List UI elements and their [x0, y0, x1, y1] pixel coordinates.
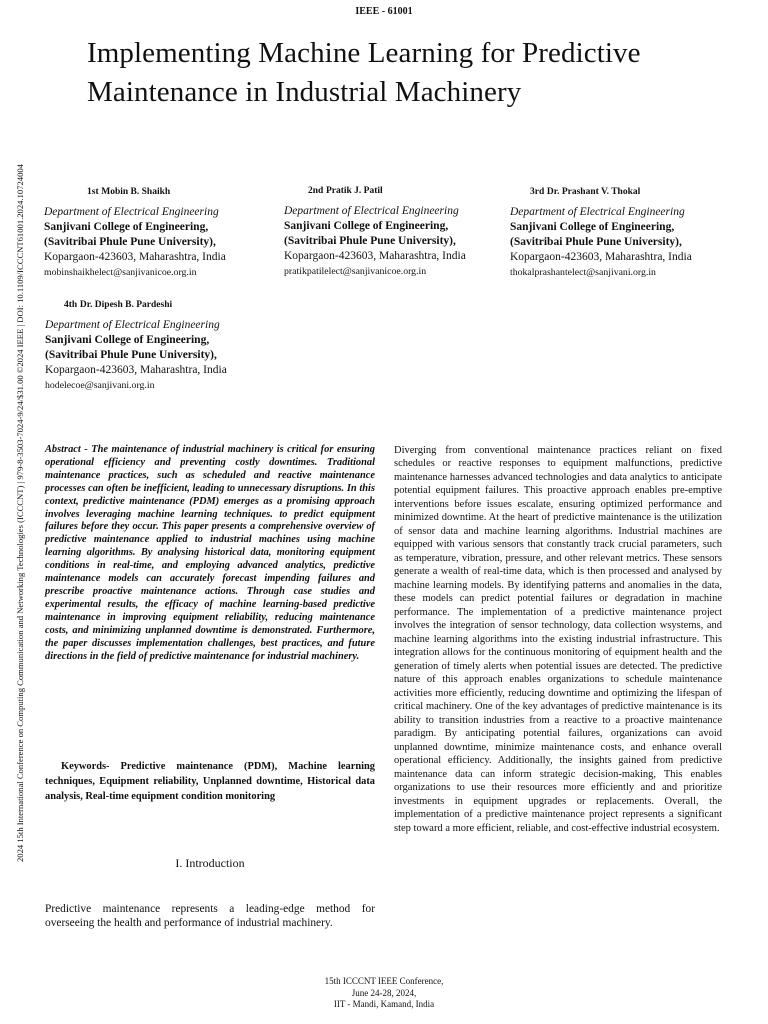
author-order: 2nd [308, 186, 324, 196]
author-dept: Department of Electrical Engineering [45, 319, 220, 331]
author-college: Sanjivani College of Engineering, [510, 221, 675, 233]
author-name: Pratik J. Patil [325, 186, 383, 196]
author-name: Dr. Dipesh B. Pardeshi [79, 300, 173, 310]
author-college: Sanjivani College of Engineering, [44, 221, 209, 233]
author-address: Kopargaon-423603, Maharashtra, India [284, 250, 466, 262]
author-university: (Savitribai Phule Pune University), [284, 235, 456, 247]
author-order: 4th [64, 300, 78, 310]
intro-paragraph: Predictive maintenance represents a leading-edge method for overseeing the health and performance of industrial machinery. [45, 903, 375, 929]
author-college: Sanjivani College of Engineering, [45, 334, 210, 346]
author-dept: Department of Electrical Engineering [44, 206, 219, 218]
author-block-3 [510, 184, 725, 280]
conference-footer [0, 976, 768, 1011]
footer-line-dates: June 24-28, 2024, [351, 987, 417, 998]
conference-id: IEEE - 61001 [355, 6, 413, 17]
author-order: 3rd [530, 187, 545, 197]
author-address: Kopargaon-423603, Maharashtra, India [44, 251, 226, 263]
author-university: (Savitribai Phule Pune University), [45, 349, 217, 361]
author-university: (Savitribai Phule Pune University), [510, 236, 682, 248]
author-college: Sanjivani College of Engineering, [284, 220, 449, 232]
author-block-1 [44, 184, 274, 280]
author-email: pratikpatilelect@sanjivanicoe.org.in [284, 266, 427, 277]
paper-title: Implementing Machine Learning for Predictive Maintenance in Industrial Machinery [87, 37, 641, 108]
footer-line-conference: 15th ICCCNT IEEE Conference, [324, 976, 444, 986]
author-email: mobinshaikhelect@sanjivanicoe.org.in [44, 267, 197, 278]
author-address: Kopargaon-423603, Maharashtra, India [510, 251, 692, 263]
author-university: (Savitribai Phule Pune University), [44, 236, 216, 248]
author-order: 1st [87, 187, 99, 197]
author-name: Dr. Prashant V. Thokal [546, 187, 641, 197]
author-name: Mobin B. Shaikh [101, 187, 171, 197]
author-email: thokalprashantelect@sanjivani.org.in [510, 267, 656, 278]
body-text-right-column: Diverging from conventional maintenance practices reliant on fixed schedules or reactive responses to equipment malfunctions, predictive maintenance harnesses advanced technologies and data analytics to anticipate potential equipment failures. This proactive approach enables pre-emptive interventions before issues escalate, ensuring optimized performance and minimized downtime. At the heart of predictive maintenance is the utilization of sensor data and machine learning algorithms. Industrial machines are equipped with various sensors that constantly track crucial parameters, such as temperature, vibration, pressure, and other relevant metrics. These sensors generate a wealth of real-time data, which is then processed and analysed by machine learning models. By identifying patterns and anomalies in the data, these models can predict potential failures or degradation in machine performance. The implementation of a predictive maintenance project involves the integration of sensor technology, data collection wsystems, and machine learning algorithms into the existing industrial infrastructure. This integration allows for the continuous monitoring of equipment health and the generation of timely alerts when potential issues are detected. The predictive nature of this approach enables organizations to schedule maintenance activities more efficiently, reducing downtime and optimizing the lifespan of critical machinery. One of the key advantages of predictive maintenance is its ability to transition industries from a reactive to a proactive maintenance paradigm. By anticipating potential failures, organizations can avoid unplanned downtime, minimize maintenance costs, and enhance overall operational efficiency. Additionally, the insights gained from predictive maintenance data can inform strategic decision-making, This enables organizations to use their resources more efficiently and and prioritize investments in equipment upgrades or replacements. Overall, the implementation of a predictive maintenance project represents a significant step toward a more efficient, reliable, and cost-effective industrial ecosystem. [394, 445, 722, 834]
author-block-2 [284, 183, 499, 279]
section-heading-introduction: I. Introduction [175, 856, 245, 870]
footer-line-venue: IIT - Mandi, Kamand, India [333, 999, 435, 1009]
author-address: Kopargaon-423603, Maharashtra, India [45, 364, 227, 376]
author-block-4 [45, 297, 275, 393]
doi-side-strip: 2024 15th International Conference on Computing Communication and Networking Technologies (ICCCNT) | 979-8-3503-7024-9/24/$31.00 ©2024 IEEE | DOI: 10.1109/ICCCNT61001.2024.10724004 [15, 164, 25, 862]
author-email: hodelecoe@sanjivani.org.in [45, 380, 155, 391]
author-dept: Department of Electrical Engineering [284, 205, 459, 217]
abstract: Abstract - The maintenance of industrial machinery is critical for ensuring operational efficiency and preventing costly downtimes. Traditional maintenance practices, such as scheduled and reactive maintenance processes can often be inefficient, leading to unnecessary disruptions. In this context, predictive maintenance (PDM) emerges as a promising approach involves leveraging machine learning techniques. to predict equipment failures before they occur. This paper presents a comprehensive overview of predictive maintenance applied to industrial machines using machine learning algorithms. By analysing historical data, monitoring equipment conditions in real-time, and employing advanced analytics, predictive maintenance models can accurately forecast impending failures and prescribe proactive maintenance actions. Through case studies and experimental results, the efficacy of machine learning-based predictive maintenance in improving equipment reliability, reducing maintenance costs, and minimizing unplanned downtime is demonstrated. Furthermore, the paper discusses implementation challenges, best practices, and future directions in the field of predictive maintenance for industrial machinery. [45, 444, 375, 662]
keywords: Keywords- Predictive maintenance (PDM), Machine learning techniques, Equipment reliability, Unplanned downtime, Historical data analysis, Real-time equipment condition monitoring [45, 761, 375, 802]
author-dept: Department of Electrical Engineering [510, 206, 685, 218]
